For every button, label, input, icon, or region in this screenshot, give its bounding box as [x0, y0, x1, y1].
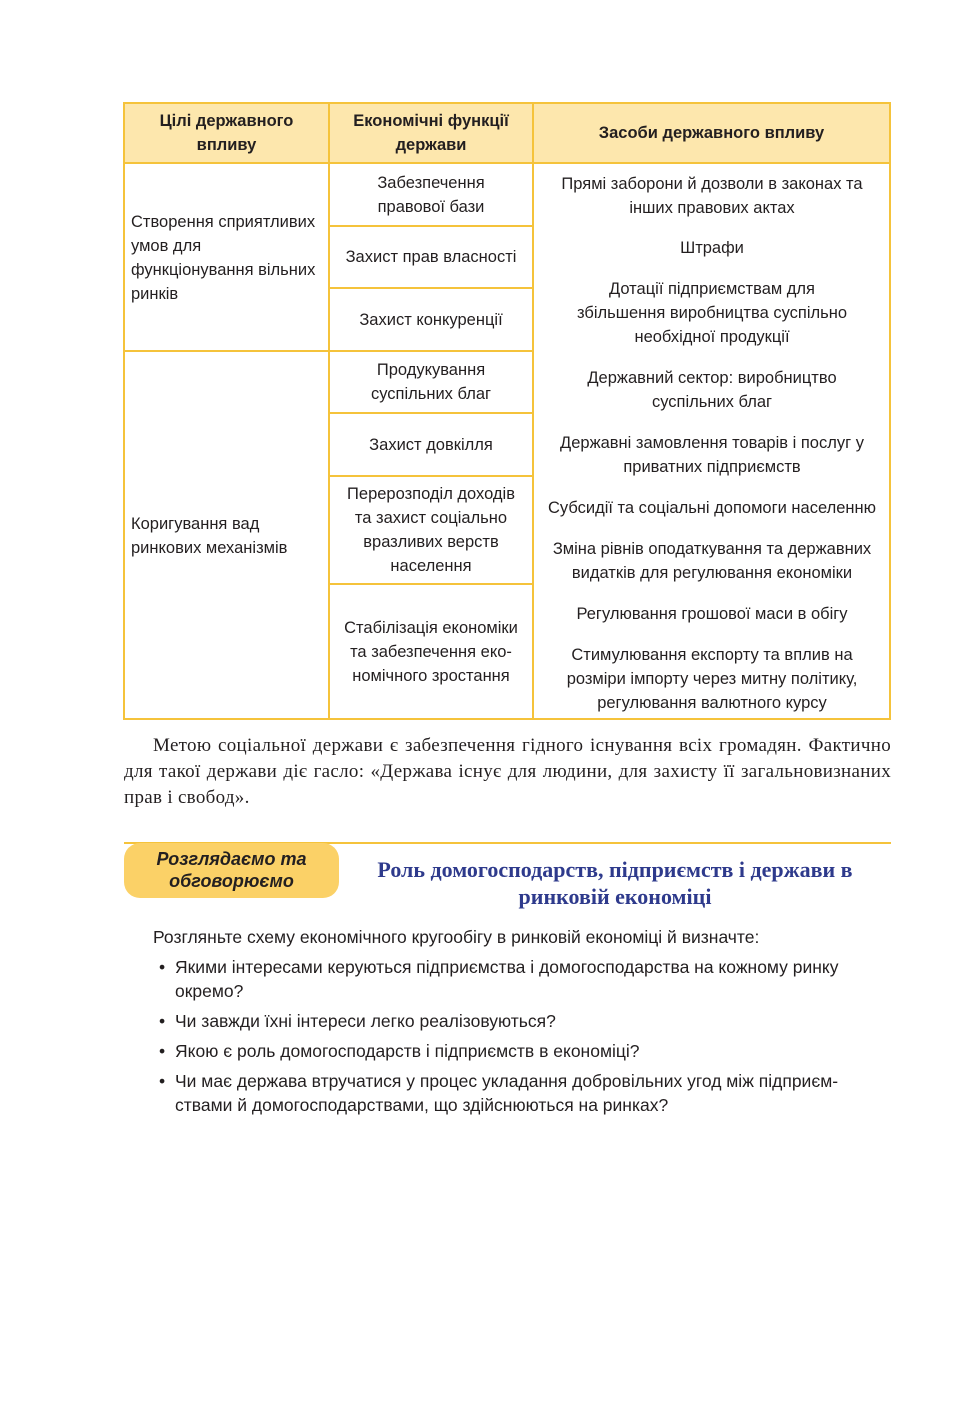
means-item: Стимулювання експорту та вплив на розміри імпорту через митну політику, регулювання валютного курсу: [566, 646, 858, 712]
bullet-icon: •: [159, 1071, 166, 1091]
discussion-badge: [124, 843, 339, 898]
function-public-goods: Продукування суспільних благ: [370, 361, 492, 403]
goal-free-markets: Створення сприятливих умов для функціонування вільних ринків: [131, 213, 316, 303]
header-functions: Економічні функції держави: [353, 112, 509, 154]
list-item: • Чи має держава втручатися у процес укладання добровільних угод між підприєм-ствами й домогосподарствами, що здійснюються на ринках?: [159, 1071, 839, 1115]
goal-market-failures: Коригування вад ринкових механізмів: [131, 515, 288, 557]
bullet-icon: •: [159, 1041, 166, 1061]
means-item: Зміна рівнів оподаткування та державних видатків для регулювання економіки: [552, 540, 872, 582]
function-environment: Захист довкілля: [369, 435, 493, 454]
section-title: Роль домогосподарств, підприємств і держави в ринковій економіці: [377, 857, 853, 909]
section-intro: Розгляньте схему економічного кругообігу в ринковій економіці й визначте:: [153, 927, 760, 947]
social-state-paragraph: Метою соціальної держави є забезпечення гідного існування всіх громадян. Фактично для такої держави діє гасло: «Держава існує для людини, для захисту її загальновизнаних прав і свобод».: [124, 735, 891, 808]
list-item: • Якою є роль домогосподарств і підприємств в економіці?: [159, 1041, 640, 1061]
badge-label: Розглядаємо та обговорюємо: [156, 849, 307, 891]
means-item: Субсидії та соціальні допомоги населенню: [548, 499, 876, 517]
means-item: Регулювання грошової маси в обігу: [576, 605, 848, 623]
column-divider: [532, 104, 534, 718]
list-item: • Якими інтересами керуються підприємства і домогосподарства на кожному ринку окремо?: [159, 957, 839, 1001]
means-item: Прямі заборони й дозволи в законах та інших правових актах: [561, 175, 863, 217]
bullet-icon: •: [159, 1011, 166, 1031]
list-item: • Чи завжди їхні інтереси легко реалізовуються?: [159, 1011, 556, 1031]
function-competition: Захист конкуренції: [359, 310, 503, 329]
means-column: [535, 104, 889, 718]
question-list: [157, 955, 892, 1123]
means-item: Державні замовлення товарів і послуг у приватних підприємств: [560, 434, 864, 476]
means-item: Дотації підприємствам для збільшення виробництва суспільно необхідної продукції: [576, 280, 848, 346]
header-means: Засоби державного впливу: [598, 124, 825, 142]
function-property-rights: Захист прав власності: [345, 248, 517, 266]
function-legal-base: Забезпечення правової бази: [377, 173, 485, 216]
function-redistribution: Перерозподіл доходів та захист соціально вразливих верств населення: [347, 485, 515, 575]
means-item: Державний сектор: виробництво суспільних благ: [587, 369, 837, 411]
economic-functions-table: [123, 102, 891, 720]
header-goals: Цілі державного впливу: [159, 112, 294, 154]
function-stabilization: Стабілізація економіки та забезпечення еко-номічного зростання: [344, 618, 518, 685]
means-item: Штрафи: [680, 239, 744, 257]
bullet-icon: •: [159, 957, 166, 977]
